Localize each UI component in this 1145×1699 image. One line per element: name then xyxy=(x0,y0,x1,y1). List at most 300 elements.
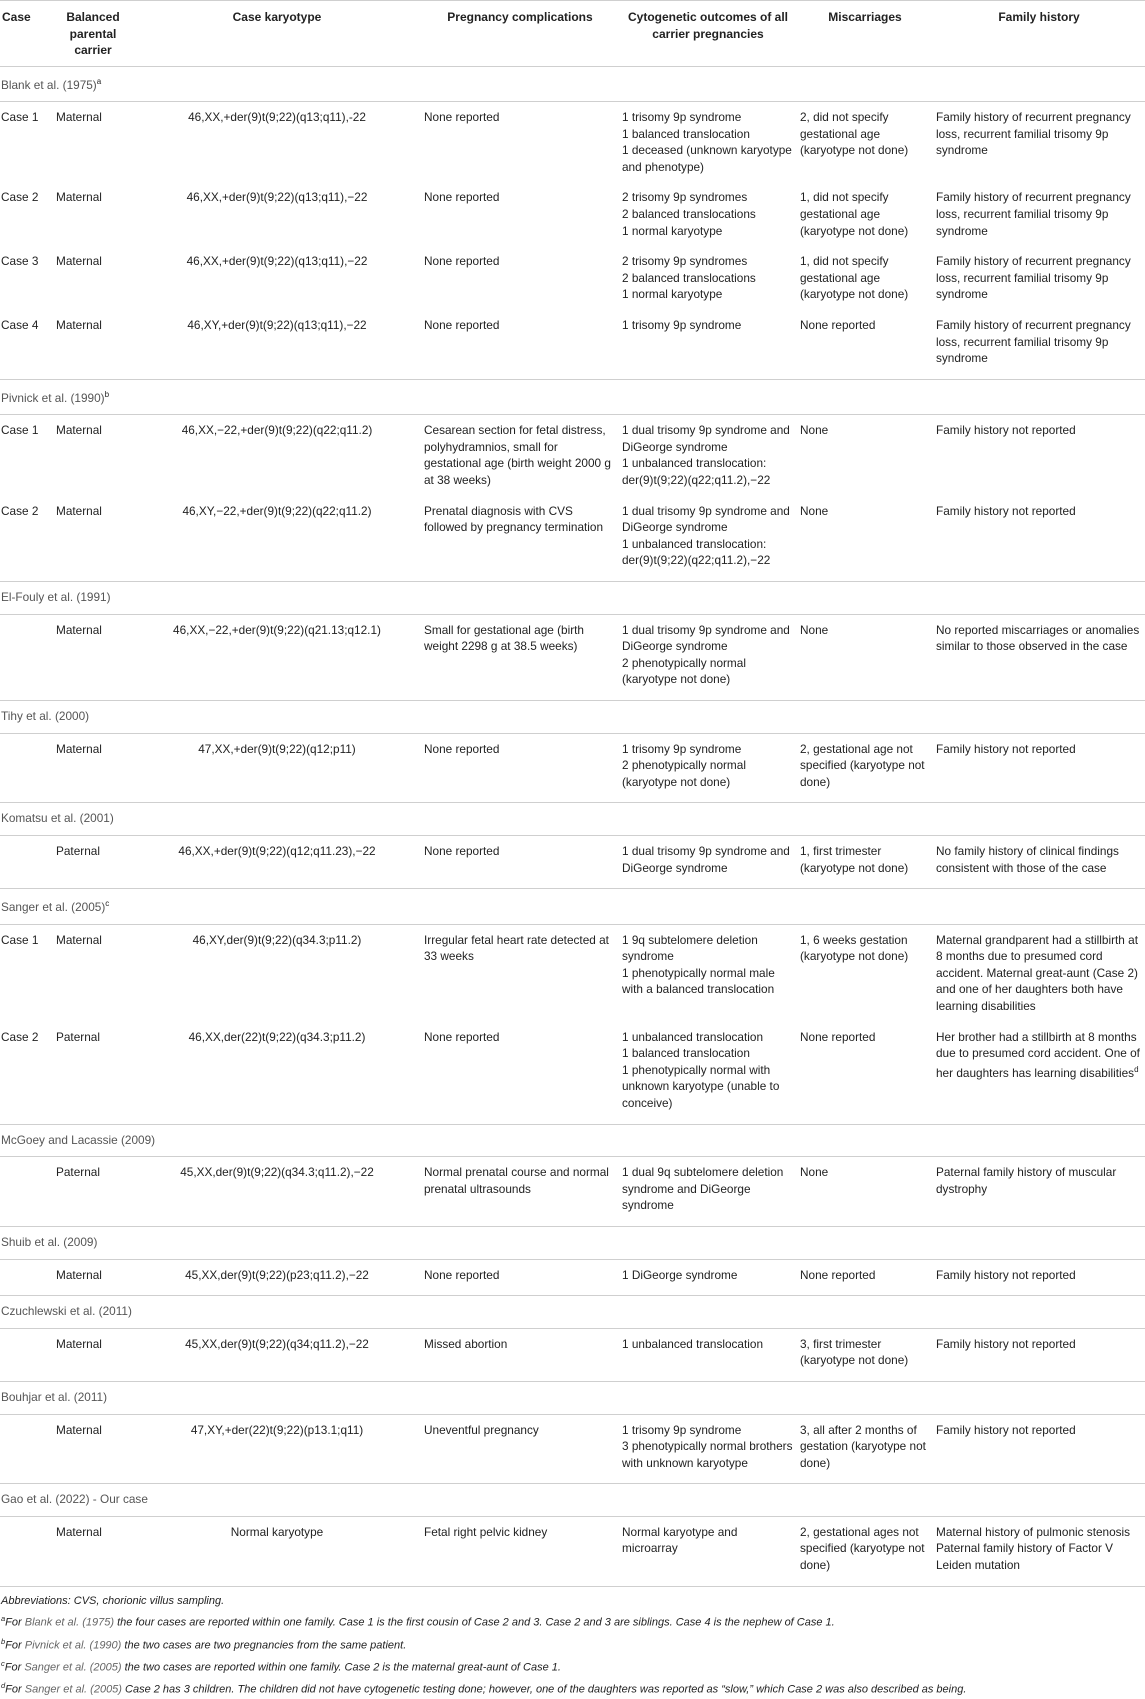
cell-miscarriages xyxy=(797,835,933,888)
header-cytogenetic-outcomes: Cytogenetic outcomes of all carrier pregnancies xyxy=(619,1,797,67)
cell-pregnancy-complications xyxy=(421,1414,619,1484)
cell-text: 46,XY,der(9)t(9;22)(q34.3;p11.2) xyxy=(192,932,362,947)
study-citation xyxy=(0,803,1145,836)
cell-text: Normal prenatal course and normal prenatal ultrasounds xyxy=(424,1165,609,1196)
study-citation xyxy=(0,700,1145,733)
cell-text: Case 1 xyxy=(1,110,39,125)
footnote-a xyxy=(1,1610,1144,1632)
cell-case xyxy=(0,102,53,183)
cell-cytogenetic-outcomes xyxy=(619,1022,797,1124)
cell-text: None reported xyxy=(424,741,500,756)
cell-case-karyotype xyxy=(133,102,421,183)
cell-text: 47,XX,+der(9)t(9;22)(q12;p11) xyxy=(198,741,356,756)
cell-miscarriages xyxy=(797,924,933,1021)
cell-pregnancy-complications xyxy=(421,1259,619,1296)
cell-pregnancy-complications xyxy=(421,310,619,379)
cell-text: None reported xyxy=(424,110,500,125)
cell-parental-carrier xyxy=(53,310,133,379)
cell-case xyxy=(0,1259,53,1296)
footnote-marker: b xyxy=(104,389,110,399)
study-citation-title[interactable]: El-Fouly et al. (1991) xyxy=(1,590,111,604)
cell-text: Family history not reported xyxy=(936,741,1076,756)
cell-text: Case 4 xyxy=(1,317,39,332)
cell-text: Her brother had a stillbirth at 8 months due to presumed cord accident. One of her daughters has learning disabilities xyxy=(936,1029,1140,1080)
table-row xyxy=(0,1414,1145,1484)
header-case-karyotype: Case karyotype xyxy=(133,1,421,67)
cell-case xyxy=(0,924,53,1021)
cell-text: Fetal right pelvic kidney xyxy=(424,1524,548,1539)
study-citation-title[interactable]: Gao et al. (2022) - Our case xyxy=(1,1492,148,1507)
study-group-row xyxy=(0,582,1145,615)
cell-text: 1 dual trisomy 9p syndrome and DiGeorge syndrome xyxy=(622,843,790,875)
cell-miscarriages xyxy=(797,1157,933,1227)
cell-text: 1 unbalanced translocation 1 balanced translocation 1 phenotypically normal with unknown karyotype (unable to conceive) xyxy=(622,1029,780,1110)
cell-text: Maternal xyxy=(56,1422,102,1437)
cell-text: None reported xyxy=(424,843,500,858)
cell-text: 1 trisomy 9p syndrome 1 balanced translocation 1 deceased (unknown karyotype and phenotype) xyxy=(622,110,792,174)
cell-text: 1 dual trisomy 9p syndrome and DiGeorge syndrome 1 unbalanced translocation: der(9)t(9;22)(q22;q11.2),−22 xyxy=(622,503,790,568)
cell-parental-carrier xyxy=(53,415,133,496)
cell-text: 2, gestational ages not specified (karyotype not done) xyxy=(800,1524,925,1573)
cell-parental-carrier xyxy=(53,496,133,582)
cell-text: 46,XX,−22,+der(9)t(9;22)(q21.13;q12.1) xyxy=(173,622,381,637)
cell-text: None xyxy=(800,503,829,518)
study-citation-title[interactable]: Shuib et al. (2009) xyxy=(1,1234,98,1249)
cell-case-karyotype xyxy=(133,924,421,1021)
cell-text: 1 trisomy 9p syndrome 3 phenotypically normal brothers with unknown karyotype xyxy=(622,1422,793,1470)
footnote-marker: b xyxy=(1,1636,6,1646)
cell-text: 1 dual 9q subtelomere deletion syndrome and DiGeorge syndrome xyxy=(622,1165,784,1213)
footnote-marker: c xyxy=(105,899,110,909)
cell-text: No reported miscarriages or anomalies similar to those observed in the case xyxy=(936,622,1140,654)
cell-miscarriages xyxy=(797,182,933,246)
footnote-text: the two cases are reported within one family. Case 2 is the maternal great-aunt of Case 1. xyxy=(121,1661,561,1674)
cell-miscarriages xyxy=(797,102,933,183)
cell-family-history xyxy=(933,733,1145,803)
cell-text: 1 9q subtelomere deletion syndrome 1 phenotypically normal male with a balanced translocation xyxy=(622,932,775,997)
table-row xyxy=(0,102,1145,183)
cell-family-history xyxy=(933,496,1145,582)
cell-parental-carrier xyxy=(53,1414,133,1484)
cell-case xyxy=(0,1022,53,1124)
study-group-row xyxy=(0,1381,1145,1414)
table-row xyxy=(0,614,1145,700)
cell-pregnancy-complications xyxy=(421,614,619,700)
cell-family-history xyxy=(933,1259,1145,1296)
cell-miscarriages xyxy=(797,1022,933,1124)
cell-pregnancy-complications xyxy=(421,496,619,582)
cell-cytogenetic-outcomes xyxy=(619,310,797,379)
cell-parental-carrier xyxy=(53,1157,133,1227)
table-row xyxy=(0,310,1145,379)
study-citation-title[interactable]: Pivnick et al. (1990) xyxy=(1,390,105,405)
cell-cytogenetic-outcomes xyxy=(619,246,797,310)
cell-cytogenetic-outcomes xyxy=(619,182,797,246)
cell-text: 1 DiGeorge syndrome xyxy=(622,1267,738,1282)
cell-text: 2 trisomy 9p syndromes 2 balanced translocations 1 normal karyotype xyxy=(622,254,756,302)
footnote-text: the four cases are reported within one family. Case 1 is the first cousin of Case 2 and 3. Case 2 and 3 are siblings. Case 4 is the nephew of Case 1. xyxy=(114,1616,835,1629)
cell-text: None reported xyxy=(800,1029,876,1044)
table-row xyxy=(0,496,1145,582)
study-group-row xyxy=(0,803,1145,836)
cell-cytogenetic-outcomes xyxy=(619,924,797,1021)
table-row xyxy=(0,182,1145,246)
cell-text: Cesarean section for fetal distress, polyhydramnios, small for gestational age (birth weight 2000 g at 38 weeks) xyxy=(424,423,611,488)
cell-case xyxy=(0,310,53,379)
cell-text: Paternal family history of muscular dystrophy xyxy=(936,1165,1117,1196)
cell-case xyxy=(0,415,53,496)
cell-text: Family history of recurrent pregnancy loss, recurrent familial trisomy 9p syndrome xyxy=(936,317,1131,366)
cell-text: 46,XX,+der(9)t(9;22)(q13;q11),−22 xyxy=(186,254,368,269)
study-group-row xyxy=(0,1296,1145,1329)
cell-pregnancy-complications xyxy=(421,924,619,1021)
cell-text: Prenatal diagnosis with CVS followed by pregnancy termination xyxy=(424,503,604,535)
cell-text: Case 2 xyxy=(1,1029,39,1044)
cell-cytogenetic-outcomes xyxy=(619,1328,797,1381)
cell-text: Maternal xyxy=(56,932,102,947)
cell-family-history xyxy=(933,310,1145,379)
cell-pregnancy-complications xyxy=(421,733,619,803)
study-citation xyxy=(0,1381,1145,1414)
study-citation-title[interactable]: Tihy et al. (2000) xyxy=(1,708,90,723)
table-row xyxy=(0,733,1145,803)
footnote-marker: d xyxy=(1,1681,6,1691)
cell-case xyxy=(0,496,53,582)
cell-case-karyotype xyxy=(133,310,421,379)
cell-text: 1 unbalanced translocation xyxy=(622,1336,764,1351)
cell-text: Normal karyotype and microarray xyxy=(622,1524,738,1556)
cell-parental-carrier xyxy=(53,733,133,803)
cell-cytogenetic-outcomes xyxy=(619,102,797,183)
cell-text: Maternal xyxy=(56,110,102,125)
cell-case xyxy=(0,1157,53,1227)
header-family-history: Family history xyxy=(933,1,1145,67)
cell-case-karyotype xyxy=(133,614,421,700)
study-group-row xyxy=(0,1124,1145,1157)
cell-text: Small for gestational age (birth weight 2298 g at 38.5 weeks) xyxy=(424,622,584,654)
cell-text: 45,XX,der(9)t(9;22)(p23;q11.2),−22 xyxy=(185,1267,369,1282)
cell-text: None reported xyxy=(800,1267,876,1282)
cell-text: 1, did not specify gestational age (karyotype not done) xyxy=(800,190,909,238)
cell-text: Paternal xyxy=(56,843,100,858)
footnote-abbreviations: Abbreviations: CVS, chorionic villus sampling. xyxy=(1,1594,225,1607)
cell-miscarriages xyxy=(797,415,933,496)
cell-cytogenetic-outcomes xyxy=(619,1259,797,1296)
cell-miscarriages xyxy=(797,1328,933,1381)
study-citation xyxy=(0,1296,1145,1329)
study-citation-title[interactable]: Blank et al. (1975) xyxy=(1,77,97,92)
cell-text: Normal karyotype xyxy=(230,1524,324,1539)
cell-parental-carrier xyxy=(53,1022,133,1124)
study-citation-title[interactable]: Sanger et al. (2005) xyxy=(1,900,106,915)
cell-miscarriages xyxy=(797,246,933,310)
cell-text: Maternal xyxy=(56,254,102,269)
cell-case-karyotype xyxy=(133,1328,421,1381)
study-group-row xyxy=(0,1484,1145,1517)
footnote-text: Case 2 has 3 children. The children did not have cytogenetic testing done; however, one of the daughters was reported as “slow,” which Case 2 was also described as being. xyxy=(121,1683,967,1696)
citation-link[interactable]: Blank et al. (1975) xyxy=(24,1616,115,1629)
header-pregnancy-complications: Pregnancy complications xyxy=(421,1,619,67)
cell-text: Maternal xyxy=(56,1336,102,1351)
study-citation xyxy=(0,1484,1145,1517)
cell-case xyxy=(0,1328,53,1381)
cell-text: Family history of recurrent pregnancy loss, recurrent familial trisomy 9p syndrome xyxy=(936,110,1131,158)
study-citation xyxy=(0,379,1145,415)
table-row xyxy=(0,246,1145,310)
cell-text: Family history not reported xyxy=(936,1267,1076,1282)
table-row xyxy=(0,835,1145,888)
cell-text: Paternal xyxy=(56,1029,100,1044)
cell-pregnancy-complications xyxy=(421,1328,619,1381)
cell-text: None reported xyxy=(424,317,500,332)
cell-case xyxy=(0,1516,53,1585)
cell-case-karyotype xyxy=(133,1259,421,1296)
cell-case-karyotype xyxy=(133,835,421,888)
table-footnotes xyxy=(0,1586,1145,1699)
cell-parental-carrier xyxy=(53,1328,133,1381)
cell-text: 1 dual trisomy 9p syndrome and DiGeorge syndrome 1 unbalanced translocation: der(9)t(9;22)(q22;q11.2),−22 xyxy=(622,423,790,488)
table-body xyxy=(0,66,1145,1586)
cell-pregnancy-complications xyxy=(421,835,619,888)
cell-text: 2 trisomy 9p syndromes 2 balanced translocations 1 normal karyotype xyxy=(622,190,756,238)
cell-text: Family history not reported xyxy=(936,423,1076,438)
cell-family-history xyxy=(933,1414,1145,1484)
table-row xyxy=(0,1516,1145,1585)
study-group-row xyxy=(0,66,1145,102)
cell-text: None xyxy=(800,622,829,637)
cell-text: Maternal xyxy=(56,1524,102,1539)
cell-parental-carrier xyxy=(53,182,133,246)
study-group-row xyxy=(0,1226,1145,1259)
header-balanced-parental-carrier: Balanced parental carrier xyxy=(53,1,133,67)
cell-family-history xyxy=(933,102,1145,183)
cell-text: 3, first trimester (karyotype not done) xyxy=(800,1336,909,1368)
cell-text: None reported xyxy=(424,1029,500,1044)
cell-text: Family history not reported xyxy=(936,1422,1076,1437)
cell-text: 1 trisomy 9p syndrome xyxy=(622,317,742,332)
cell-cytogenetic-outcomes xyxy=(619,1516,797,1585)
study-citation xyxy=(0,1226,1145,1259)
study-group-row xyxy=(0,379,1145,415)
cell-case xyxy=(0,246,53,310)
footnote-text: For xyxy=(4,1661,25,1674)
cell-text: 1 trisomy 9p syndrome 2 phenotypically normal (karyotype not done) xyxy=(622,741,746,789)
footnote-d xyxy=(1,1677,1144,1699)
cell-family-history xyxy=(933,835,1145,888)
footnote-text: For xyxy=(5,1683,25,1696)
footnote-text: For xyxy=(5,1616,25,1629)
cell-text: Maternal xyxy=(56,1267,102,1282)
cell-cytogenetic-outcomes xyxy=(619,415,797,496)
footnote-marker: c xyxy=(1,1658,5,1668)
study-citation-title[interactable]: Komatsu et al. (2001) xyxy=(1,811,114,826)
cell-text: Case 3 xyxy=(1,254,39,269)
cell-parental-carrier xyxy=(53,1516,133,1585)
cell-text: Uneventful pregnancy xyxy=(424,1422,539,1437)
cell-text: Paternal xyxy=(56,1165,100,1180)
cell-parental-carrier xyxy=(53,102,133,183)
cell-miscarriages xyxy=(797,496,933,582)
cell-text: None xyxy=(800,423,829,438)
cell-text: Missed abortion xyxy=(424,1336,508,1351)
footnote-marker: d xyxy=(1134,1064,1139,1074)
cell-parental-carrier xyxy=(53,835,133,888)
study-citation xyxy=(0,582,1145,615)
cell-family-history xyxy=(933,415,1145,496)
study-group-row xyxy=(0,889,1145,925)
cell-text: Maternal xyxy=(56,503,102,518)
cell-text: 46,XY,−22,+der(9)t(9;22)(q22;q11.2) xyxy=(182,503,372,518)
cell-text: Family history of recurrent pregnancy loss, recurrent familial trisomy 9p syndrome xyxy=(936,190,1131,238)
cell-text: 2, did not specify gestational age (karyotype not done) xyxy=(800,110,909,158)
clipped-cell-content xyxy=(936,843,1142,876)
cell-text: 46,XY,+der(9)t(9;22)(q13;q11),−22 xyxy=(187,317,367,332)
cell-text: 46,XX,−22,+der(9)t(9;22)(q22;q11.2) xyxy=(181,423,373,438)
cell-text: Maternal grandparent had a stillbirth at 8 months due to presumed cord accident. Maternal great-aunt (Case 2) and one of her daughters both have learning disabilities xyxy=(936,932,1138,1014)
cell-family-history xyxy=(933,924,1145,1021)
study-citation xyxy=(0,889,1145,925)
table-row xyxy=(0,1022,1145,1124)
cell-text: Case 1 xyxy=(1,423,39,438)
cell-cytogenetic-outcomes xyxy=(619,614,797,700)
header-row xyxy=(0,1,1145,67)
footnote-marker: a xyxy=(1,1614,6,1624)
cell-parental-carrier xyxy=(53,924,133,1021)
cell-miscarriages xyxy=(797,1259,933,1296)
cell-text: 46,XX,+der(9)t(9;22)(q13;q11),−22 xyxy=(186,190,368,205)
cell-miscarriages xyxy=(797,733,933,803)
cell-pregnancy-complications xyxy=(421,182,619,246)
cell-text: None reported xyxy=(424,254,500,269)
cell-family-history xyxy=(933,1157,1145,1227)
cell-case-karyotype xyxy=(133,415,421,496)
cell-cytogenetic-outcomes xyxy=(619,835,797,888)
cell-miscarriages xyxy=(797,1516,933,1585)
cell-miscarriages xyxy=(797,1414,933,1484)
study-citation xyxy=(0,66,1145,102)
cell-text: 2, gestational age not specified (karyotype not done) xyxy=(800,741,925,789)
cell-text: 1 dual trisomy 9p syndrome and DiGeorge syndrome 2 phenotypically normal (karyotype not done) xyxy=(622,622,790,687)
cell-text: 1, did not specify gestational age (karyotype not done) xyxy=(800,254,909,302)
table-row xyxy=(0,1328,1145,1381)
cell-text: 1, 6 weeks gestation (karyotype not done) xyxy=(800,932,909,964)
cell-text: Maternal history of pulmonic stenosis Paternal family history of Factor V Leiden mutation xyxy=(936,1524,1131,1573)
table-row xyxy=(0,415,1145,496)
cell-text: 46,XX,der(22)t(9;22)(q34.3;p11.2) xyxy=(188,1029,366,1044)
cell-text: 46,XX,+der(9)t(9;22)(q12;q11.23),−22 xyxy=(178,843,376,858)
footnote-marker: a xyxy=(96,76,102,86)
cell-text: Family history not reported xyxy=(936,1336,1076,1351)
citation-link[interactable]: Sanger et al. (2005) xyxy=(24,1683,122,1696)
cell-case xyxy=(0,182,53,246)
table-row xyxy=(0,1157,1145,1227)
cell-case-karyotype xyxy=(133,1022,421,1124)
cell-pregnancy-complications xyxy=(421,1516,619,1585)
table-row xyxy=(0,1259,1145,1296)
cell-text: None reported xyxy=(800,317,876,332)
footnote-b xyxy=(1,1633,1144,1655)
cell-miscarriages xyxy=(797,614,933,700)
study-group-row xyxy=(0,700,1145,733)
footnote-text: the two cases are two pregnancies from the same patient. xyxy=(121,1639,407,1652)
cell-text: 47,XY,+der(22)t(9;22)(p13.1;q11) xyxy=(190,1422,364,1437)
cell-family-history xyxy=(933,1516,1145,1585)
cell-text: None reported xyxy=(424,190,500,205)
cell-pregnancy-complications xyxy=(421,1022,619,1124)
cell-pregnancy-complications xyxy=(421,1157,619,1227)
cell-family-history xyxy=(933,1328,1145,1381)
cell-family-history xyxy=(933,614,1145,700)
cell-text: 46,XX,+der(9)t(9;22)(q13;q11),-22 xyxy=(188,110,366,125)
footnote-c xyxy=(1,1655,1144,1677)
cell-text: Maternal xyxy=(56,317,102,332)
cell-case-karyotype xyxy=(133,1414,421,1484)
cell-text: 3, all after 2 months of gestation (karyotype not done) xyxy=(800,1422,926,1470)
cell-family-history xyxy=(933,1022,1145,1124)
footnote-text: For xyxy=(5,1639,25,1652)
header-case: Case xyxy=(0,1,53,67)
cell-cytogenetic-outcomes xyxy=(619,1414,797,1484)
header-miscarriages: Miscarriages xyxy=(797,1,933,67)
cell-case xyxy=(0,1414,53,1484)
study-citation xyxy=(0,1124,1145,1157)
cell-parental-carrier xyxy=(53,1259,133,1296)
cell-family-history xyxy=(933,246,1145,310)
citation-link[interactable]: Sanger et al. (2005) xyxy=(24,1661,122,1674)
cell-text: Irregular fetal heart rate detected at 33 weeks xyxy=(424,932,609,964)
cell-text: Maternal xyxy=(56,741,102,756)
cell-pregnancy-complications xyxy=(421,415,619,496)
cell-case-karyotype xyxy=(133,733,421,803)
table-header xyxy=(0,1,1145,67)
cell-case xyxy=(0,835,53,888)
study-citation-title[interactable]: Czuchlewski et al. (2011) xyxy=(1,1304,132,1319)
cell-family-history xyxy=(933,182,1145,246)
citation-link[interactable]: Pivnick et al. (1990) xyxy=(24,1639,122,1652)
cell-cytogenetic-outcomes xyxy=(619,1157,797,1227)
cell-case xyxy=(0,733,53,803)
cell-text: Case 2 xyxy=(1,190,39,205)
cell-cytogenetic-outcomes xyxy=(619,733,797,803)
cell-case-karyotype xyxy=(133,182,421,246)
cell-parental-carrier xyxy=(53,614,133,700)
study-citation-title[interactable]: McGoey and Lacassie (2009) xyxy=(1,1132,156,1147)
cell-case-karyotype xyxy=(133,1516,421,1585)
table-row xyxy=(0,924,1145,1021)
cell-text: None xyxy=(800,1165,829,1180)
cell-text: 1, first trimester (karyotype not done) xyxy=(800,843,909,875)
cell-text: Maternal xyxy=(56,190,102,205)
cell-text: 45,XX,der(9)t(9;22)(q34;q11.2),−22 xyxy=(185,1336,369,1351)
cell-text: Maternal xyxy=(56,423,102,438)
cell-case-karyotype xyxy=(133,246,421,310)
cell-text: None reported xyxy=(424,1267,500,1282)
cell-miscarriages xyxy=(797,310,933,379)
cell-text: Maternal xyxy=(56,622,102,637)
cell-pregnancy-complications xyxy=(421,246,619,310)
cell-text: 45,XX,der(9)t(9;22)(q34.3;q11.2),−22 xyxy=(180,1165,374,1180)
study-citation-title[interactable]: Bouhjar et al. (2011) xyxy=(1,1389,108,1404)
cell-case-karyotype xyxy=(133,1157,421,1227)
cell-text: Family history of recurrent pregnancy loss, recurrent familial trisomy 9p syndrome xyxy=(936,254,1131,302)
cell-pregnancy-complications xyxy=(421,102,619,183)
cell-case xyxy=(0,614,53,700)
cell-case-karyotype xyxy=(133,496,421,582)
cell-text: Family history not reported xyxy=(936,503,1076,518)
cell-cytogenetic-outcomes xyxy=(619,496,797,582)
cell-text: Case 1 xyxy=(1,932,39,947)
cell-text: Case 2 xyxy=(1,503,39,518)
